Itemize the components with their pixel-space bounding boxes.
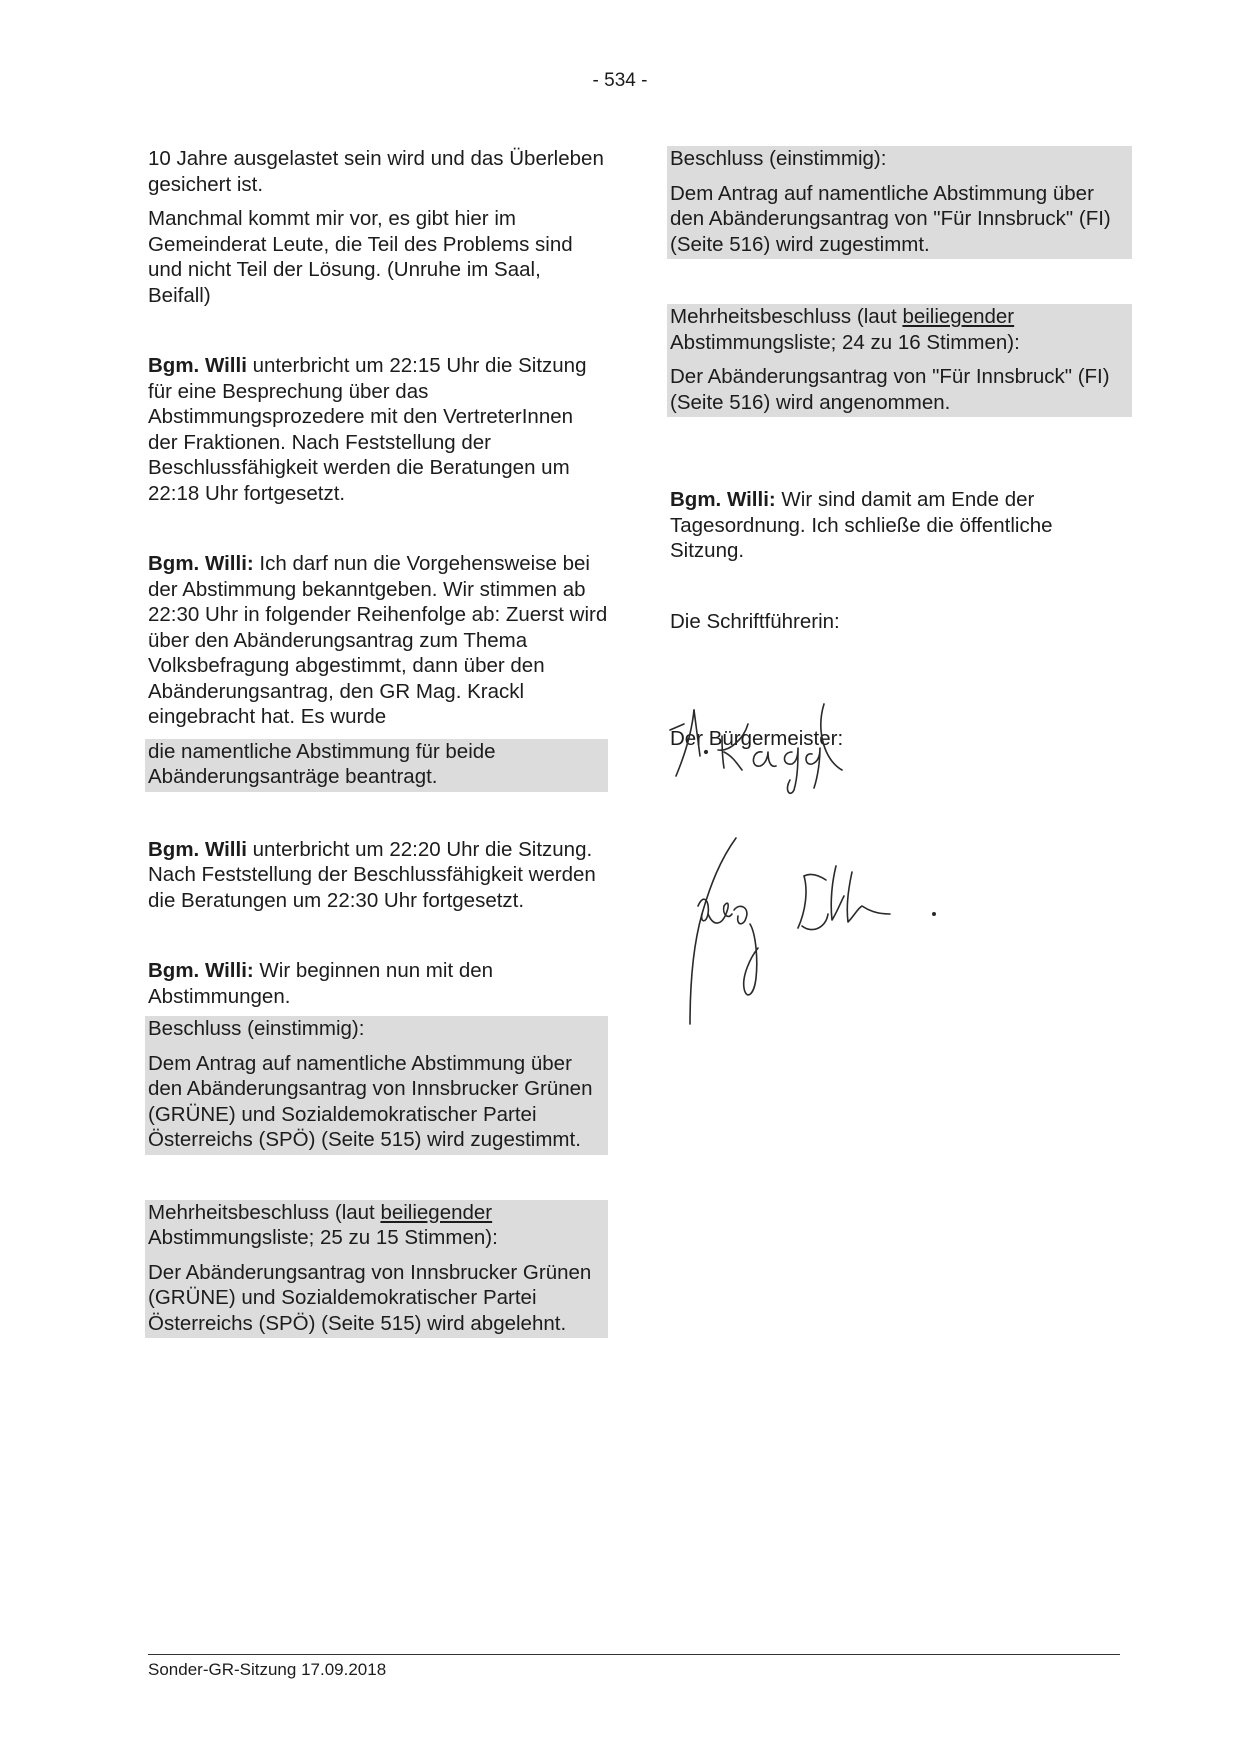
highlight-text: die namentliche Abstimmung für beide Abänderungsanträge beantragt. [148,739,496,788]
paragraph-text: Ich darf nun die Vorgehensweise bei der Abstimmung bekanntgeben. Wir stimmen ab 22:30 Uhr in folgender Reihenfolge ab: Zuerst wird über den Abänderungsantrag zum Thema Volksbefragung abgestimmt, dann über den Abänderungsantrag, den GR Mag. Krackl eingebracht hat. Es wurde [148,552,608,728]
paragraph-intro: 10 Jahre ausgelastet sein wird und das Überleben gesichert ist. [148,147,604,196]
paragraph-closing [670,487,1132,564]
resolution-text: Dem Antrag auf namentliche Abstimmung über den Abänderungsantrag von Innsbrucker Grünen (GRÜNE) und Sozialdemokratischer Partei Österreichs (SPÖ) (Seite 515) wird zugestimmt. [148,1051,593,1151]
mayor-label: Der Bürgermeister: [670,727,844,750]
speaker-name: Bgm. Willi: [670,488,776,511]
left-column [148,146,608,1338]
underlined-word: beiliegender [902,305,1015,328]
speaker-name: Bgm. Willi [148,354,247,377]
resolution-box-4 [667,304,1132,417]
resolution-text: Der Abänderungsantrag von Innsbrucker Grünen (GRÜNE) und Sozialdemokratischer Partei Österreichs (SPÖ) (Seite 515) wird abgelehnt. [148,1260,592,1335]
paragraph-problem: Manchmal kommt mir vor, es gibt hier im Gemeinderat Leute, die Teil des Problems sind und nicht Teil der Lösung. (Unruhe im Saal, Beifall) [148,207,573,307]
secretary-label: Die Schriftführerin: [670,609,840,633]
paragraph-start-votes [148,958,608,1009]
paragraph-text: unterbricht um 22:15 Uhr die Sitzung für eine Besprechung über das Abstimmungsprozedere mit den VertreterInnen der Fraktionen. Nach Feststellung der Beschlussfähigkeit werden die Beratungen um 22:18 Uhr fortgesetzt. [148,354,587,505]
resolution-text: Dem Antrag auf namentliche Abstimmung über den Abänderungsantrag von "Für Innsbruck" (FI) (Seite 516) wird zugestimmt. [670,181,1111,256]
footer-divider [148,1654,1120,1655]
resolution-box-3 [667,146,1132,259]
highlight-box [145,739,608,792]
underlined-word: beiliegender [380,1200,493,1224]
paragraph-text: unterbricht um 22:20 Uhr die Sitzung. Nach Feststellung der Beschlussfähigkeit werden die Beratungen um 22:30 Uhr fortgesetzt. [148,837,596,912]
secretary-signature [664,690,894,800]
footer: Sonder-GR-Sitzung 17.09.2018 [148,1660,387,1679]
right-column [670,146,1132,752]
paragraph-procedure [148,551,608,730]
speaker-name: Bgm. Willi: [148,552,254,575]
resolution-title: Mehrheitsbeschluss (laut beiliegender Abstimmungsliste; 25 zu 15 Stimmen): [148,1200,498,1249]
resolution-title: Mehrheitsbeschluss (laut beiliegender Abstimmungsliste; 24 zu 16 Stimmen): [670,305,1020,354]
resolution-box-2 [145,1200,608,1339]
resolution-title: Beschluss (einstimmig): [670,147,887,170]
page-number: - 534 - [592,70,648,91]
resolution-box-1 [145,1016,608,1155]
speaker-name: Bgm. Willi: [148,959,254,982]
mayor-signature [680,810,960,1030]
resolution-text: Der Abänderungsantrag von "Für Innsbruck" (FI) (Seite 516) wird angenommen. [670,365,1110,414]
paragraph-interruption-1 [148,353,608,506]
speaker-name: Bgm. Willi [148,837,247,861]
resolution-title: Beschluss (einstimmig): [148,1017,365,1040]
paragraph-text: Wir beginnen nun mit den Abstimmungen. [148,959,494,1008]
paragraph-text: Wir sind damit am Ende der Tagesordnung. Ich schließe die öffentliche Sitzung. [670,488,1053,562]
paragraph-interruption-2 [148,837,608,914]
